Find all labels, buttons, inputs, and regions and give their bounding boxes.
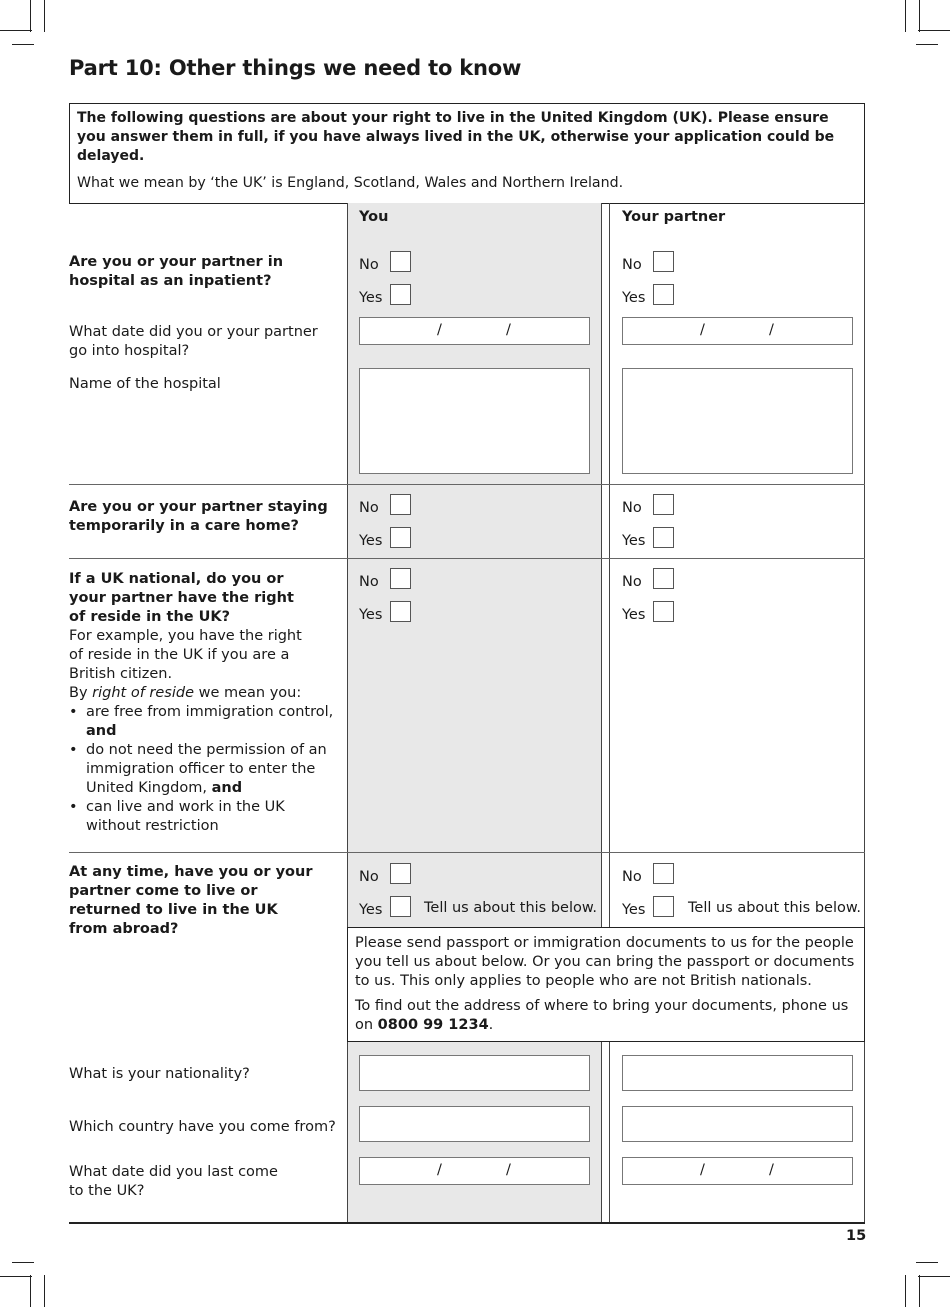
- reside-definition-intro: [69, 684, 339, 703]
- option-label-yes: Yes: [622, 607, 646, 623]
- partner-care-home-yes-checkbox[interactable]: [653, 527, 674, 548]
- partner-nationality-field[interactable]: [622, 1055, 853, 1091]
- intro-bold-text: The following questions are about your right to live in the United Kingdom (UK). Please ensure you answer them in full, if you have always lived in the UK, otherwise your application could be delayed.: [77, 110, 835, 164]
- reside-condition: • can live and work in the UK without restriction: [69, 798, 341, 836]
- date-separator: /: [700, 322, 705, 338]
- reside-condition: • are free from immigration control, and: [69, 703, 341, 741]
- partner-country-field[interactable]: [622, 1106, 853, 1142]
- intro-uk-definition: What we mean by ‘the UK’ is England, Scotland, Wales and Northern Ireland.: [77, 175, 624, 191]
- option-label-no: No: [622, 500, 642, 516]
- partner-abroad-no-checkbox[interactable]: [653, 863, 674, 884]
- you-hospital-no-checkbox[interactable]: [390, 251, 411, 272]
- you-tell-us-below: Tell us about this below.: [424, 900, 598, 916]
- crop-mark: [918, 1276, 950, 1277]
- intro-box: [69, 103, 865, 204]
- question-country-from: Which country have you come from?: [69, 1119, 336, 1135]
- row-divider: [69, 852, 865, 853]
- option-label-yes: Yes: [359, 533, 383, 549]
- you-country-field[interactable]: [359, 1106, 590, 1142]
- option-label-no: No: [359, 257, 379, 273]
- date-separator: /: [506, 1162, 511, 1178]
- question-nationality: What is your nationality?: [69, 1066, 250, 1082]
- option-label-yes: Yes: [622, 902, 646, 918]
- row-divider: [69, 484, 865, 485]
- crop-mark: [30, 1275, 31, 1307]
- crop-mark: [919, 1275, 920, 1307]
- option-label-no: No: [622, 869, 642, 885]
- option-label-yes: Yes: [359, 290, 383, 306]
- date-separator: /: [700, 1162, 705, 1178]
- row-divider: [69, 558, 865, 559]
- option-label-no: No: [622, 257, 642, 273]
- reside-definition-prefix: By: [69, 685, 93, 701]
- question-right-of-reside: If a UK national, do you or your partner have the right of reside in the UK?: [69, 571, 294, 625]
- option-label-no: No: [622, 574, 642, 590]
- date-separator: /: [769, 322, 774, 338]
- table-bottom-rule: [69, 1222, 865, 1224]
- column-header-you: You: [359, 209, 389, 225]
- crop-mark: [916, 1262, 938, 1263]
- phone-number: 0800 99 1234: [377, 1017, 489, 1033]
- column-gutter: [602, 203, 610, 1223]
- you-last-arrival-date-field[interactable]: [359, 1157, 590, 1185]
- partner-column-border: [864, 203, 865, 1223]
- you-nationality-field[interactable]: [359, 1055, 590, 1091]
- reside-definition-suffix: we mean you:: [194, 685, 302, 701]
- partner-reside-no-checkbox[interactable]: [653, 568, 674, 589]
- partner-last-arrival-date-field[interactable]: [622, 1157, 853, 1185]
- documents-info-text: Please send passport or immigration documents to us for the people you tell us about below. Or you can bring the passport or documents to us. This only applies to people who are not British nationals.: [355, 935, 855, 989]
- question-hospital-name: Name of the hospital: [69, 376, 221, 392]
- you-reside-yes-checkbox[interactable]: [390, 601, 411, 622]
- page-number: 15: [846, 1228, 867, 1244]
- reside-condition: • do not need the permission of an immigration officer to enter the United Kingdom, and: [69, 741, 341, 798]
- column-header-partner: Your partner: [622, 209, 726, 225]
- question-hospital-date: What date did you or your partner go into hospital?: [69, 324, 318, 359]
- crop-mark: [916, 44, 938, 45]
- partner-hospital-no-checkbox[interactable]: [653, 251, 674, 272]
- partner-hospital-name-field[interactable]: [622, 368, 853, 474]
- you-hospital-yes-checkbox[interactable]: [390, 284, 411, 305]
- you-reside-no-checkbox[interactable]: [390, 568, 411, 589]
- crop-mark: [919, 0, 920, 32]
- documents-phone-text: To find out the address of where to bring your documents, phone us on 0800 99 1234.: [355, 998, 849, 1033]
- option-label-yes: Yes: [359, 607, 383, 623]
- reside-definition-term: right of reside: [92, 685, 194, 701]
- crop-mark: [0, 30, 32, 31]
- page-title: Part 10: Other things we need to know: [69, 56, 522, 80]
- you-care-home-no-checkbox[interactable]: [390, 494, 411, 515]
- option-label-yes: Yes: [359, 902, 383, 918]
- partner-care-home-no-checkbox[interactable]: [653, 494, 674, 515]
- crop-mark: [44, 1275, 45, 1307]
- date-separator: /: [437, 322, 442, 338]
- partner-tell-us-below: Tell us about this below.: [688, 900, 862, 916]
- date-separator: /: [437, 1162, 442, 1178]
- option-label-yes: Yes: [622, 533, 646, 549]
- you-hospital-name-field[interactable]: [359, 368, 590, 474]
- you-hospital-date-field[interactable]: [359, 317, 590, 345]
- reside-conditions-list: [69, 703, 341, 836]
- partner-hospital-date-field[interactable]: [622, 317, 853, 345]
- question-from-abroad: At any time, have you or your partner come to live or returned to live in the UK from abroad?: [69, 864, 313, 937]
- option-label-yes: Yes: [622, 290, 646, 306]
- date-separator: /: [769, 1162, 774, 1178]
- partner-reside-yes-checkbox[interactable]: [653, 601, 674, 622]
- question-care-home: Are you or your partner staying temporarily in a care home?: [69, 499, 328, 534]
- question-hospital: Are you or your partner in hospital as an inpatient?: [69, 254, 284, 289]
- reside-example-text: For example, you have the right of reside in the UK if you are a British citizen.: [69, 628, 302, 682]
- you-abroad-no-checkbox[interactable]: [390, 863, 411, 884]
- crop-mark: [905, 1275, 906, 1307]
- you-care-home-yes-checkbox[interactable]: [390, 527, 411, 548]
- option-label-no: No: [359, 500, 379, 516]
- crop-mark: [905, 0, 906, 32]
- crop-mark: [30, 0, 31, 32]
- crop-mark: [12, 1262, 34, 1263]
- documents-info-box: [347, 927, 865, 1042]
- partner-hospital-yes-checkbox[interactable]: [653, 284, 674, 305]
- crop-mark: [12, 44, 34, 45]
- crop-mark: [918, 30, 950, 31]
- option-label-no: No: [359, 574, 379, 590]
- crop-mark: [0, 1276, 32, 1277]
- date-separator: /: [506, 322, 511, 338]
- option-label-no: No: [359, 869, 379, 885]
- you-abroad-yes-checkbox[interactable]: [390, 896, 411, 917]
- crop-mark: [44, 0, 45, 32]
- question-last-arrival-date: What date did you last come to the UK?: [69, 1164, 278, 1199]
- partner-abroad-yes-checkbox[interactable]: [653, 896, 674, 917]
